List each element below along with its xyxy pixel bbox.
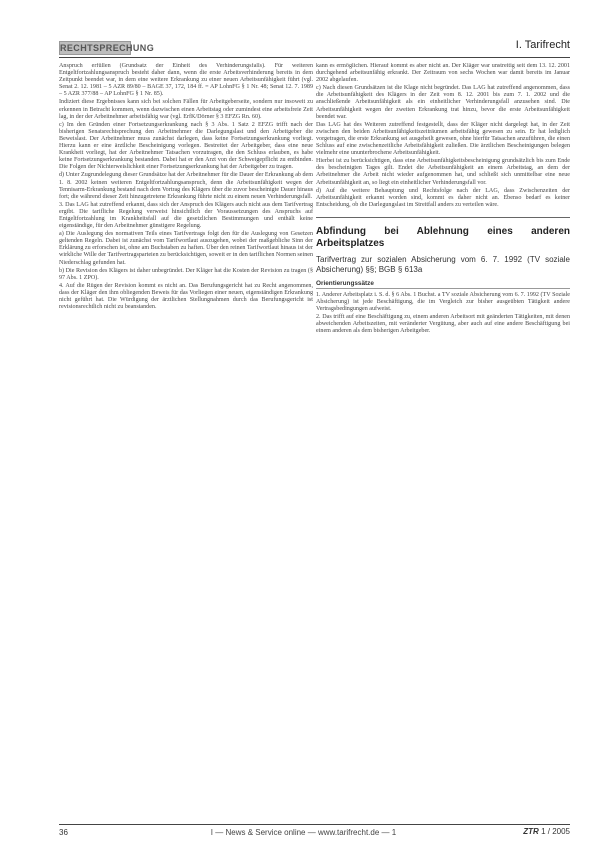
- issue-number: 1 / 2005: [541, 827, 570, 836]
- paragraph: Das LAG hat des Weiteren zutreffend festgestellt, dass der Kläger nicht dargelegt hat, in der Zeit zwischen den beiden Arbeitsunfähigkeitszeiträumen arbeitsfähig gewesen zu sein. Er hat lediglich vorgetragen, die erste Erkrankung sei ausgeheilt gewesen, ohne hierfür Tatsachen anzuführen, die einen Schluss auf eine zwischenzeitliche Arbeitsfähigkeit zuließen. Die ärztlichen Bescheinigungen belegen vielmehr eine ununterbrochene Arbeitsunfähigkeit.: [316, 121, 570, 157]
- paragraph: b) Die Revision des Klägers ist daher unbegründet. Der Kläger hat die Kosten der Revision zu tragen (§ 97 Abs. 1 ZPO).: [59, 267, 313, 281]
- paragraph: kann es ermöglichen. Hierauf kommt es aber nicht an. Der Kläger war unstreitig seit dem 13. 12. 2001 durchgehend arbeitsunfähig erkrankt. Der Zeitraum von sechs Wochen war damit bereits im Januar 2002 abgelaufen.: [316, 63, 570, 84]
- journal-name: ZTR: [523, 827, 539, 836]
- paragraph: Indiziert diese Ergebnisses kann sich bei solchen Fällen für Arbeitgeberseite, sondern nur insoweit zu erkennen in Betracht kommen, wenn dazwischen einen Arbeitstag oder zumindest eine arbeitsfreie Zeit lag, in der der Arbeitnehmer arbeitsfähig war (vgl. ErfK/Dörner § 3 EFZG Rn. 60).: [59, 99, 313, 120]
- left-column: [59, 63, 313, 798]
- paragraph: d) Auf die weitere Behauptung und Rechtsfolge nach der LAG, dass Zwischenzeiten der Arbeitsunfähigkeit erkannt worden sind, kommt es daher nicht an. Ebenso bedarf es keiner Entscheidung, ob die Darlegungslast im Streitfall anders zu verteilen wäre.: [316, 187, 570, 208]
- paragraph: Hierbei ist zu berücksichtigen, dass eine Arbeitsunfähigkeitsbescheinigung grundsätzlich bis zum Ende des bescheinigten Tages gilt. Endet die Arbeitsunfähigkeit an einem Arbeitstag, an dem der Arbeitnehmer die Arbeit nicht wieder aufgenommen hat, und schließt sich unmittelbar eine neue Arbeitsunfähigkeit an, so liegt ein einheitlicher Verhinderungsfall vor.: [316, 158, 570, 186]
- header-rule: [59, 57, 570, 58]
- case-heading: Abfindung bei Ablehnung eines anderen Arbeitsplatzes: [316, 225, 570, 249]
- paragraph: Anspruch erfüllen (Grundsatz der Einheit des Verhinderungsfalls). Für weiteren Entgeltfortzahlungsanspruch besteht daher dann, wenn die erste Arbeitsverhinderung bereits in dem Zeitpunkt beendet war, in dem eine weitere Erkrankung zu einer neuen Arbeitsunfähigkeit führt (vgl. Senat 2. 12. 1981 – 5 AZR 89/80 – BAGE 37, 172, 184 ff. = AP LohnFG § 1 Nr. 48; Senat 12. 7. 1989 – 5 AZR 377/88 – AP LohnFG § 1 Nr. 85).: [59, 63, 313, 98]
- paragraph: d) Unter Zugrundelegung dieser Grundsätze hat der Arbeitnehmer für die Dauer der Erkrankung ab dem 1. 8. 2002 keinen weiteren Entgeltfortzahlungsanspruch, denn die Arbeitsunfähigkeit wegen der Tennisarm-Erkrankung bestand nach dem Vortrag des Klägers über die zuvor bescheinigte Dauer hinaus fort; die während dieser Zeit hinzugetretene Erkrankung führte nicht zu einem neuen Verhinderungsfall.: [59, 172, 313, 200]
- footer-rule: [59, 824, 570, 825]
- new-case-section: [316, 217, 570, 336]
- guiding-principle: 2. Das trifft auf eine Beschäftigung zu, einem anderen Arbeitsort mit geänderten Tätigkeiten, mit denen abweichenden Arbeitszeiten, mit veränderter Vergütung, aber auch auf eine andere Beschäftigung bei einem anderen als dem bisherigen Arbeitgeber.: [316, 314, 570, 335]
- footer-text: I — News & Service online — www.tarifrecht.de — 1: [210, 828, 397, 837]
- paragraph: 4. Auf die Rügen der Revision kommt es nicht an. Das Berufungsgericht hat zu Recht angenommen, dass der Kläger den ihm obliegenden Beweis für das Vorliegen einer neuen, eigenständigen Erkrankung nicht geführt hat. Die Würdigung der ärztlichen Stellungnahmen durch das Berufungsgericht ist revisionsrechtlich nicht zu beanstanden.: [59, 282, 313, 311]
- guiding-principles-label: Orientierungssätze: [316, 280, 570, 289]
- page-running-title: I. Tarifrecht: [515, 39, 570, 51]
- page-number: 36: [59, 828, 68, 837]
- paragraph: c) Im den Gründen einer Fortsetzungserkrankung nach § 3 Abs. 1 Satz 2 EFZG trifft nach der bisherigen Senatsrechtsprechung den Arbeitnehmer die Darlegungslast und den Arbeitgeber die Beweislast. Der Arbeitnehmer muss zunächst darlegen, dass keine Fortsetzungserkrankung vorliegt. Hierzu kann er eine ärztliche Bescheinigung vorlegen. Bestreitet der Arbeitgeber, dass eine neue Krankheit vorliegt, hat der Arbeitnehmer Tatsachen vorzutragen, die den Schluss erlauben, es habe keine Fortsetzungserkrankung bestanden. Dabei hat er den Arzt von der Schweigepflicht zu entbinden. Die Folgen der Nichterweislichkeit einer Fortsetzungserkrankung hat der Arbeitgeber zu tragen.: [59, 121, 313, 171]
- right-column: [316, 63, 570, 811]
- guiding-principle: 1. Anderer Arbeitsplatz i. S. d. § 6 Abs. 1 Buchst. a TV soziale Absicherung vom 6. 7. 1992 (TV Soziale Absicherung) ist jede Beschäftigung, die im Vergleich zur bisher ausgeübten Tätigkeit andere Vertragsbedingungen aufweist.: [316, 291, 570, 313]
- paragraph: c) Nach diesen Grundsätzen ist die Klage nicht begründet. Das LAG hat zutreffend angenommen, dass die Arbeitsunfähigkeit des Klägers in der Zeit vom 8. 12. 2001 bis zum 7. 1. 2002 und die anschließende Arbeitsunfähigkeit als ein einheitlicher Verhinderungsfall anzusehen sind. Die Arbeitsunfähigkeit wegen der zweiten Erkrankung trat hinzu, bevor die erste Arbeitsunfähigkeit beendet war.: [316, 85, 570, 120]
- section-tag: RECHTSPRECHUNG: [60, 43, 155, 53]
- paragraph: 3. Das LAG hat zutreffend erkannt, dass sich der Anspruch des Klägers auch nicht aus dem Tarifvertrag ergibt. Die tarifliche Regelung verweist hinsichtlich der Voraussetzungen des Anspruchs auf Entgeltfortzahlung im Krankheitsfall auf die gesetzlichen Bestimmungen und enthält keine eigenständige, für den Arbeitnehmer günstigere Regelung.: [59, 201, 313, 230]
- paragraph: a) Die Auslegung des normativen Teils eines Tarifvertrags folgt den für die Auslegung von Gesetzen geltenden Regeln. Dabei ist zunächst vom Tarifwortlaut auszugehen, wobei der maßgebliche Sinn der Erklärung zu erforschen ist, ohne am Buchstaben zu haften. Über den reinen Tarifwortlaut hinaus ist der wirkliche Wille der Tarifvertragsparteien zu berücksichtigen, soweit er in den tariflichen Normen seinen Niederschlag gefunden hat.: [59, 231, 313, 266]
- journal-issue: [523, 827, 570, 836]
- case-norms: Tarifvertrag zur sozialen Absicherung vom 6. 7. 1992 (TV soziale Absicherung) §§; BGB § 613a: [316, 254, 570, 274]
